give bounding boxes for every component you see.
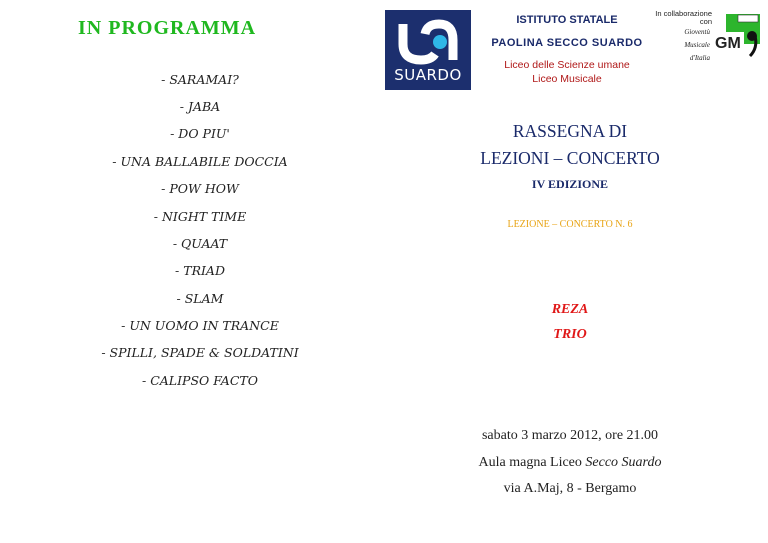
venue-prefix: Aula magna Liceo (478, 455, 586, 470)
program-item: - NIGHT TIME (153, 209, 247, 224)
program-title: IN PROGRAMMA (78, 17, 257, 39)
edition-label: IV EDIZIONE (531, 177, 609, 191)
gmi-logo-text: GM (715, 35, 741, 52)
school-name-line1: ISTITUTO STATALE (516, 14, 618, 26)
gmi-line3: d'Italia (689, 54, 710, 62)
artist-name-line2: TRIO (553, 327, 587, 342)
school-sub-line1: Liceo delle Scienze umane (504, 59, 630, 71)
suardo-logo (385, 10, 471, 90)
gmi-line1: Gioventù (684, 28, 710, 36)
program-item: - TRIAD (175, 263, 225, 278)
series-title-line2: LEZIONI – CONCERTO (480, 148, 660, 168)
program-item: - SPILLI, SPADE & SOLDATINI (101, 345, 299, 360)
program-item: - UNA BALLABILE DOCCIA (112, 154, 288, 169)
program-item: - SARAMAI? (161, 72, 239, 87)
gmi-line2: Musicale (684, 41, 710, 49)
event-date: sabato 3 marzo 2012, ore 21.00 (481, 428, 659, 443)
gmi-logo-icon (712, 14, 760, 58)
series-title-line1: RASSEGNA DI (512, 121, 628, 141)
suardo-emblem-icon (385, 10, 471, 72)
event-address: via A.Maj, 8 - Bergamo (503, 481, 637, 496)
collab-con: con (699, 17, 712, 26)
program-item: - UN UOMO IN TRANCE (121, 318, 279, 333)
gmi-caption (650, 26, 710, 65)
event-venue (420, 455, 720, 471)
logo-text: SUARDO (394, 66, 462, 84)
program-item: - SLAM (176, 291, 224, 306)
school-sub-line2: Liceo Musicale (532, 73, 602, 85)
program-item: - POW HOW (161, 181, 239, 196)
collab-text: In collaborazione (655, 9, 712, 18)
program-item: - CALIPSO FACTO (142, 373, 258, 388)
artist-name-line1: REZA (551, 302, 589, 317)
collab-note (640, 10, 712, 26)
venue-name: Secco Suardo (585, 455, 662, 470)
school-name-line2: PAOLINA SECCO SUARDO (491, 37, 643, 49)
program-item: - JABA (179, 99, 221, 114)
concert-number: LEZIONE – CONCERTO N. 6 (507, 219, 633, 230)
program-item: - DO PIU' (170, 126, 230, 141)
program-item: - QUAAT (172, 236, 228, 251)
